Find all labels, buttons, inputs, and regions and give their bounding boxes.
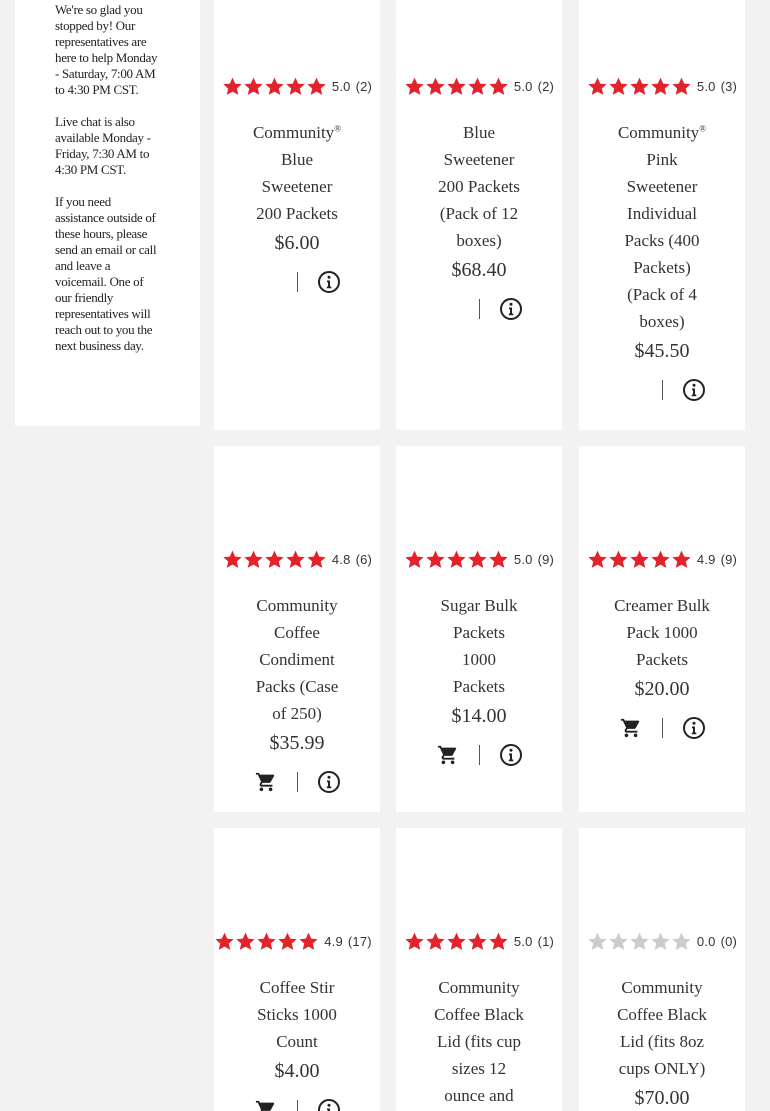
star-icon bbox=[285, 76, 306, 97]
star-icon bbox=[587, 76, 608, 97]
product-actions bbox=[214, 1097, 380, 1111]
star-icon bbox=[608, 931, 629, 952]
review-count: (9) bbox=[537, 551, 555, 567]
product-name[interactable] bbox=[431, 119, 527, 254]
product-card[interactable] bbox=[396, 0, 562, 430]
product-name[interactable] bbox=[614, 974, 710, 1082]
product-card[interactable] bbox=[579, 0, 745, 430]
product-rating[interactable] bbox=[396, 75, 562, 97]
product-brand: Community bbox=[617, 123, 700, 142]
star-icon bbox=[285, 549, 306, 570]
registered-mark: ® bbox=[334, 123, 342, 134]
rating-value: 5.0 bbox=[513, 551, 533, 567]
star-icon bbox=[404, 931, 425, 952]
star-icon bbox=[446, 76, 467, 97]
review-count: (0) bbox=[720, 933, 738, 949]
rating-value: 4.8 bbox=[331, 551, 351, 567]
product-name[interactable] bbox=[614, 119, 710, 335]
product-price: $14.00 bbox=[451, 705, 507, 727]
product-title: Community Coffee Black Lid (fits 8oz cups ONLY) bbox=[617, 978, 707, 1078]
add-to-cart-icon[interactable] bbox=[618, 715, 644, 741]
info-icon[interactable] bbox=[316, 1097, 342, 1111]
product-card[interactable] bbox=[396, 446, 562, 812]
product-name[interactable] bbox=[255, 974, 339, 1055]
rating-stars bbox=[587, 931, 692, 952]
product-title: Sugar Bulk Packets 1000 Packets bbox=[440, 596, 518, 696]
action-divider bbox=[662, 718, 663, 738]
product-title: Community Coffee Black Lid (fits cup sizes 12 ounce and bbox=[434, 978, 524, 1105]
star-icon bbox=[488, 931, 509, 952]
product-price: $45.50 bbox=[634, 340, 690, 362]
star-icon bbox=[650, 931, 671, 952]
product-title: Community Coffee Condiment Packs (Case of 250) bbox=[255, 596, 339, 723]
rating-value: 4.9 bbox=[696, 551, 716, 567]
rating-stars bbox=[404, 931, 509, 952]
product-rating[interactable] bbox=[396, 548, 562, 570]
product-actions bbox=[214, 269, 380, 295]
product-actions bbox=[214, 769, 380, 795]
review-count: (9) bbox=[720, 551, 738, 567]
star-icon bbox=[467, 76, 488, 97]
product-actions bbox=[396, 742, 562, 768]
info-icon[interactable] bbox=[681, 377, 707, 403]
star-icon bbox=[306, 549, 327, 570]
rating-stars bbox=[214, 931, 319, 952]
rating-value: 5.0 bbox=[513, 78, 533, 94]
star-icon bbox=[298, 931, 319, 952]
action-divider bbox=[297, 772, 298, 792]
star-icon bbox=[256, 931, 277, 952]
action-divider bbox=[479, 745, 480, 765]
product-title: Blue Sweetener 200 Packets (Pack of 12 boxes) bbox=[438, 123, 520, 250]
rating-stars bbox=[587, 549, 692, 570]
star-icon bbox=[629, 549, 650, 570]
star-icon bbox=[587, 931, 608, 952]
product-price: $6.00 bbox=[274, 232, 320, 254]
review-count: (2) bbox=[355, 78, 373, 94]
star-icon bbox=[222, 549, 243, 570]
star-icon bbox=[214, 931, 235, 952]
product-rating[interactable] bbox=[214, 548, 380, 570]
live-chat-hours: Live chat is also available Monday - Friday, 7:30 AM to 4:30 PM CST. bbox=[55, 114, 151, 177]
product-name[interactable] bbox=[614, 592, 710, 673]
star-icon bbox=[235, 931, 256, 952]
rating-value: 5.0 bbox=[331, 78, 351, 94]
product-price: $20.00 bbox=[634, 678, 690, 700]
star-icon bbox=[222, 76, 243, 97]
product-rating[interactable] bbox=[579, 930, 745, 952]
rating-value: 5.0 bbox=[513, 933, 533, 949]
star-icon bbox=[671, 76, 692, 97]
product-name[interactable] bbox=[249, 119, 345, 227]
after-hours-note: If you need assistance outside of these hours, please send an email or call and leave a voicemail. One of our friendly representatives will reach out to you the next business day. bbox=[55, 194, 157, 353]
product-price: $35.99 bbox=[269, 732, 325, 754]
add-to-cart-icon[interactable] bbox=[253, 1097, 279, 1111]
star-icon bbox=[425, 549, 446, 570]
registered-mark: ® bbox=[699, 123, 707, 134]
star-icon bbox=[425, 931, 446, 952]
product-actions bbox=[579, 377, 745, 403]
product-title: Creamer Bulk Pack 1000 Packets bbox=[614, 596, 710, 669]
product-title: Coffee Stir Sticks 1000 Count bbox=[257, 978, 337, 1051]
info-icon[interactable] bbox=[498, 742, 524, 768]
product-rating[interactable] bbox=[579, 75, 745, 97]
product-price: $4.00 bbox=[274, 1060, 320, 1082]
review-count: (17) bbox=[347, 933, 372, 949]
star-icon bbox=[264, 76, 285, 97]
review-count: (1) bbox=[537, 933, 555, 949]
product-name[interactable] bbox=[254, 592, 340, 727]
star-icon bbox=[629, 76, 650, 97]
product-card[interactable] bbox=[214, 828, 380, 1111]
add-to-cart-icon[interactable] bbox=[435, 742, 461, 768]
info-icon[interactable] bbox=[681, 715, 707, 741]
info-icon[interactable] bbox=[498, 296, 524, 322]
star-icon bbox=[629, 931, 650, 952]
star-icon bbox=[608, 76, 629, 97]
star-icon bbox=[671, 931, 692, 952]
chat-hours-intro: We're so glad you stopped by! Our representatives are here to help Monday - Saturday, 7:00 AM to 4:30 PM CST. bbox=[55, 2, 158, 97]
star-icon bbox=[587, 549, 608, 570]
product-rating[interactable] bbox=[214, 75, 380, 97]
product-price: $70.00 bbox=[634, 1087, 690, 1109]
star-icon bbox=[650, 549, 671, 570]
review-count: (2) bbox=[537, 78, 555, 94]
star-icon bbox=[608, 549, 629, 570]
rating-value: 4.9 bbox=[324, 933, 343, 949]
review-count: (6) bbox=[355, 551, 373, 567]
product-price: $68.40 bbox=[451, 259, 507, 281]
action-divider bbox=[297, 272, 298, 292]
star-icon bbox=[446, 549, 467, 570]
product-brand: Community bbox=[252, 123, 335, 142]
star-icon bbox=[306, 76, 327, 97]
rating-stars bbox=[222, 76, 327, 97]
rating-stars bbox=[587, 76, 692, 97]
action-divider bbox=[297, 1100, 298, 1111]
product-actions bbox=[579, 715, 745, 741]
review-count: (3) bbox=[720, 78, 738, 94]
star-icon bbox=[488, 76, 509, 97]
star-icon bbox=[243, 549, 264, 570]
star-icon bbox=[467, 549, 488, 570]
product-card[interactable] bbox=[214, 446, 380, 812]
product-card[interactable] bbox=[579, 828, 745, 1111]
product-rating[interactable] bbox=[579, 548, 745, 570]
rating-stars bbox=[404, 549, 509, 570]
product-actions bbox=[396, 296, 562, 322]
star-icon bbox=[264, 549, 285, 570]
action-divider bbox=[662, 380, 663, 400]
star-icon bbox=[671, 549, 692, 570]
star-icon bbox=[243, 76, 264, 97]
product-card[interactable] bbox=[579, 446, 745, 812]
star-icon bbox=[488, 549, 509, 570]
product-name[interactable] bbox=[439, 592, 519, 700]
star-icon bbox=[277, 931, 298, 952]
star-icon bbox=[404, 76, 425, 97]
star-icon bbox=[467, 931, 488, 952]
product-rating[interactable] bbox=[396, 930, 562, 952]
info-icon[interactable] bbox=[316, 269, 342, 295]
add-to-cart-icon[interactable] bbox=[253, 769, 279, 795]
product-name[interactable] bbox=[431, 974, 527, 1111]
rating-value: 0.0 bbox=[696, 933, 716, 949]
rating-value: 5.0 bbox=[696, 78, 716, 94]
rating-stars bbox=[404, 76, 509, 97]
product-title: Blue Sweetener 200 Packets bbox=[256, 150, 338, 223]
star-icon bbox=[425, 76, 446, 97]
chat-hours-panel bbox=[15, 0, 200, 426]
rating-stars bbox=[222, 549, 327, 570]
star-icon bbox=[404, 549, 425, 570]
star-icon bbox=[650, 76, 671, 97]
product-card[interactable] bbox=[214, 0, 380, 430]
product-card[interactable] bbox=[396, 828, 562, 1111]
action-divider bbox=[479, 299, 480, 319]
info-icon[interactable] bbox=[316, 769, 342, 795]
product-rating[interactable] bbox=[206, 930, 380, 952]
star-icon bbox=[446, 931, 467, 952]
product-title: Pink Sweetener Individual Packs (400 Packets) (Pack of 4 boxes) bbox=[624, 150, 700, 331]
